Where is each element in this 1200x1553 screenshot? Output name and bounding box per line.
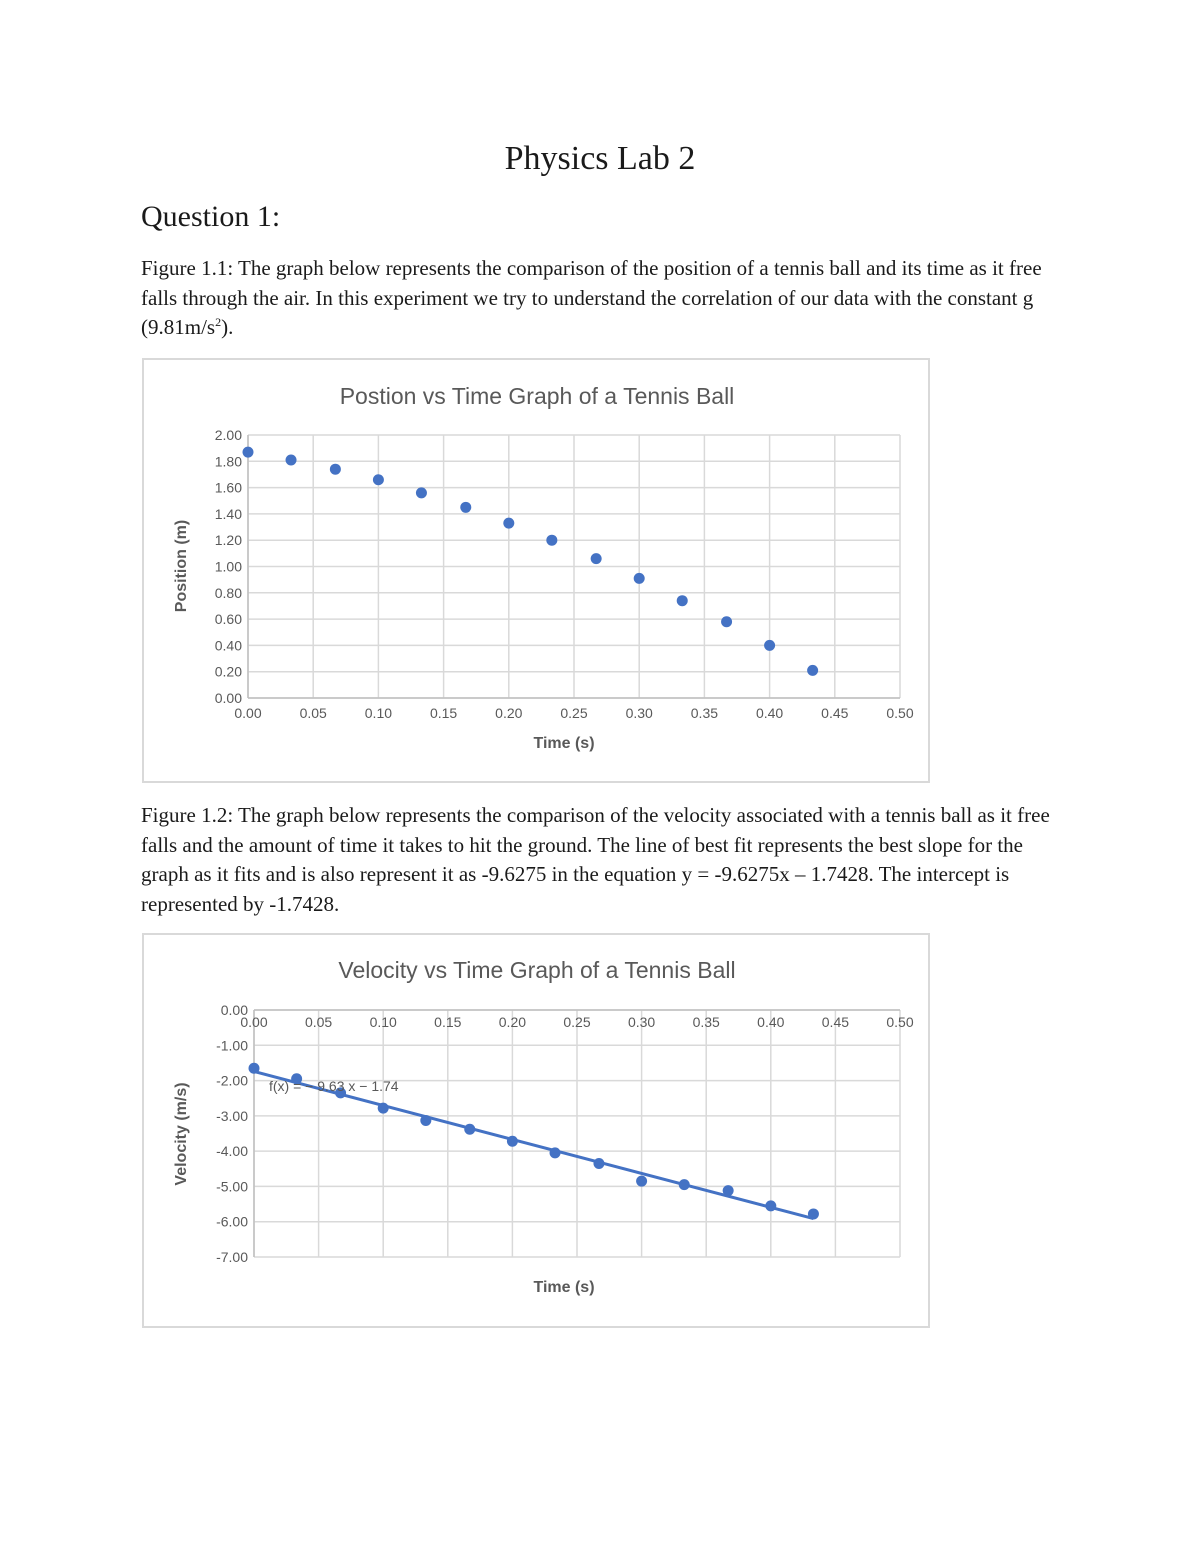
position-chart-x-tick-label: 0.40 — [755, 705, 784, 721]
position-chart-x-tick-label: 0.15 — [429, 705, 458, 721]
velocity-chart-x-tick-label: 0.25 — [563, 1014, 591, 1030]
position-chart-y-tick-label: 0.80 — [214, 584, 242, 601]
figure-1-caption-end: ). — [221, 315, 234, 339]
velocity-chart-x-tick-label: 0.40 — [757, 1014, 785, 1030]
velocity-chart-data-point — [679, 1179, 690, 1190]
velocity-chart-data-point — [636, 1176, 647, 1187]
velocity-chart-y-tick-label: -1.00 — [216, 1037, 248, 1054]
position-chart-data-point — [634, 573, 645, 584]
position-chart-y-tick-label: 0.60 — [214, 611, 242, 628]
position-chart-data-point — [591, 553, 602, 564]
position-chart-data-point — [721, 616, 732, 627]
velocity-chart-x-tick-label: 0.35 — [692, 1014, 720, 1030]
velocity-chart-data-point — [507, 1136, 518, 1147]
position-chart-y-axis-label: Position (m) — [173, 519, 190, 613]
page-title: Physics Lab 2 — [504, 140, 696, 177]
velocity-chart-data-point — [808, 1208, 819, 1219]
velocity-chart-data-point — [723, 1185, 734, 1196]
velocity-chart-data-point — [378, 1103, 389, 1114]
velocity-chart-y-tick-label: -7.00 — [216, 1249, 248, 1265]
figure-1-caption-text: Figure 1.1: The graph below represents the comparison of the position of a tennis ball and its time as it free falls through the air. In this experiment we try to understand the correlation of our data with the constant g (9.81m/s — [141, 256, 1042, 339]
velocity-chart-data-point — [550, 1147, 561, 1158]
position-chart-x-tick-label: 0.00 — [234, 705, 262, 721]
position-chart-x-axis-label: Time (s) — [533, 735, 595, 752]
position-chart-data-point — [807, 665, 818, 676]
figure-2-caption: Figure 1.2: The graph below represents the comparison of the velocity associated with a tennis ball as it free falls and the amount of time it takes to hit the ground. The line of best fit represents the best slope for the graph as it fits and is also represent it as -9.6275 in the equation y = -9.6275x – 1.7428. The intercept is represented by -1.7428. — [141, 803, 1050, 916]
velocity-chart-trendline-equation: f(x) = − 9.63 x − 1.74 — [269, 1078, 399, 1094]
position-chart-title: Postion vs Time Graph of a Tennis Ball — [339, 383, 735, 409]
velocity-chart-y-tick-label: -4.00 — [216, 1143, 248, 1160]
position-chart-x-tick-label: 0.45 — [821, 705, 849, 721]
velocity-chart-y-tick-label: -2.00 — [216, 1072, 248, 1089]
figure-1-caption — [141, 254, 1071, 343]
velocity-chart — [142, 933, 930, 1328]
position-chart-x-tick-label: 0.25 — [560, 705, 588, 721]
velocity-chart-y-tick-label: -3.00 — [216, 1107, 248, 1124]
position-chart-y-tick-label: 2.00 — [214, 427, 242, 443]
velocity-chart-x-axis-label: Time (s) — [533, 1279, 595, 1296]
position-chart-x-tick-label: 0.20 — [495, 705, 523, 721]
position-chart-x-tick-label: 0.35 — [690, 705, 719, 721]
figure-1-caption-superscript: 2 — [215, 315, 222, 329]
position-chart-data-point — [677, 595, 688, 606]
position-chart-y-tick-label: 0.40 — [214, 637, 242, 654]
position-chart-data-point — [373, 474, 384, 485]
velocity-chart-x-tick-label: 0.00 — [240, 1014, 268, 1030]
position-chart-y-tick-label: 1.60 — [214, 479, 242, 496]
position-chart-y-tick-label: 1.40 — [214, 505, 242, 522]
position-chart-y-tick-label: 1.00 — [214, 558, 242, 575]
position-chart-data-point — [764, 640, 775, 651]
velocity-chart-title: Velocity vs Time Graph of a Tennis Ball — [338, 957, 736, 983]
velocity-chart-y-tick-label: -5.00 — [216, 1178, 248, 1195]
velocity-chart-x-tick-label: 0.50 — [886, 1014, 914, 1030]
position-chart — [142, 358, 930, 783]
position-chart-x-tick-label: 0.05 — [299, 705, 327, 721]
velocity-chart-x-tick-label: 0.15 — [434, 1014, 462, 1030]
velocity-chart-data-point — [420, 1115, 431, 1126]
position-chart-x-tick-label: 0.50 — [886, 705, 914, 721]
velocity-chart-data-point — [765, 1200, 776, 1211]
velocity-chart-y-tick-label: 0.00 — [220, 1002, 248, 1018]
position-chart-data-point — [503, 518, 514, 529]
position-chart-y-tick-label: 1.20 — [214, 532, 242, 549]
position-chart-y-tick-label: 0.20 — [214, 663, 242, 680]
position-chart-data-point — [416, 487, 427, 498]
velocity-chart-y-tick-label: -6.00 — [216, 1213, 248, 1230]
position-chart-x-tick-label: 0.10 — [364, 705, 393, 721]
question-heading: Question 1: — [141, 200, 281, 233]
velocity-chart-data-point — [464, 1124, 475, 1135]
position-chart-y-tick-label: 0.00 — [214, 690, 242, 706]
position-chart-data-point — [330, 464, 341, 475]
position-chart-x-tick-label: 0.30 — [625, 705, 653, 721]
position-chart-data-point — [460, 502, 471, 513]
position-chart-svg — [144, 360, 928, 781]
velocity-chart-data-point — [249, 1063, 260, 1074]
position-chart-data-point — [286, 454, 297, 465]
velocity-chart-x-tick-label: 0.20 — [498, 1014, 527, 1030]
velocity-chart-data-point — [593, 1158, 604, 1169]
velocity-chart-y-axis-label: Velocity (m/s) — [173, 1082, 190, 1186]
velocity-chart-x-tick-label: 0.05 — [304, 1014, 333, 1030]
velocity-chart-x-tick-label: 0.30 — [627, 1014, 656, 1030]
position-chart-data-point — [546, 535, 557, 546]
position-chart-y-tick-label: 1.80 — [214, 453, 242, 470]
velocity-chart-svg — [144, 935, 928, 1326]
velocity-chart-x-tick-label: 0.10 — [369, 1014, 397, 1030]
velocity-chart-x-tick-label: 0.45 — [821, 1014, 850, 1030]
position-chart-data-point — [243, 447, 254, 458]
